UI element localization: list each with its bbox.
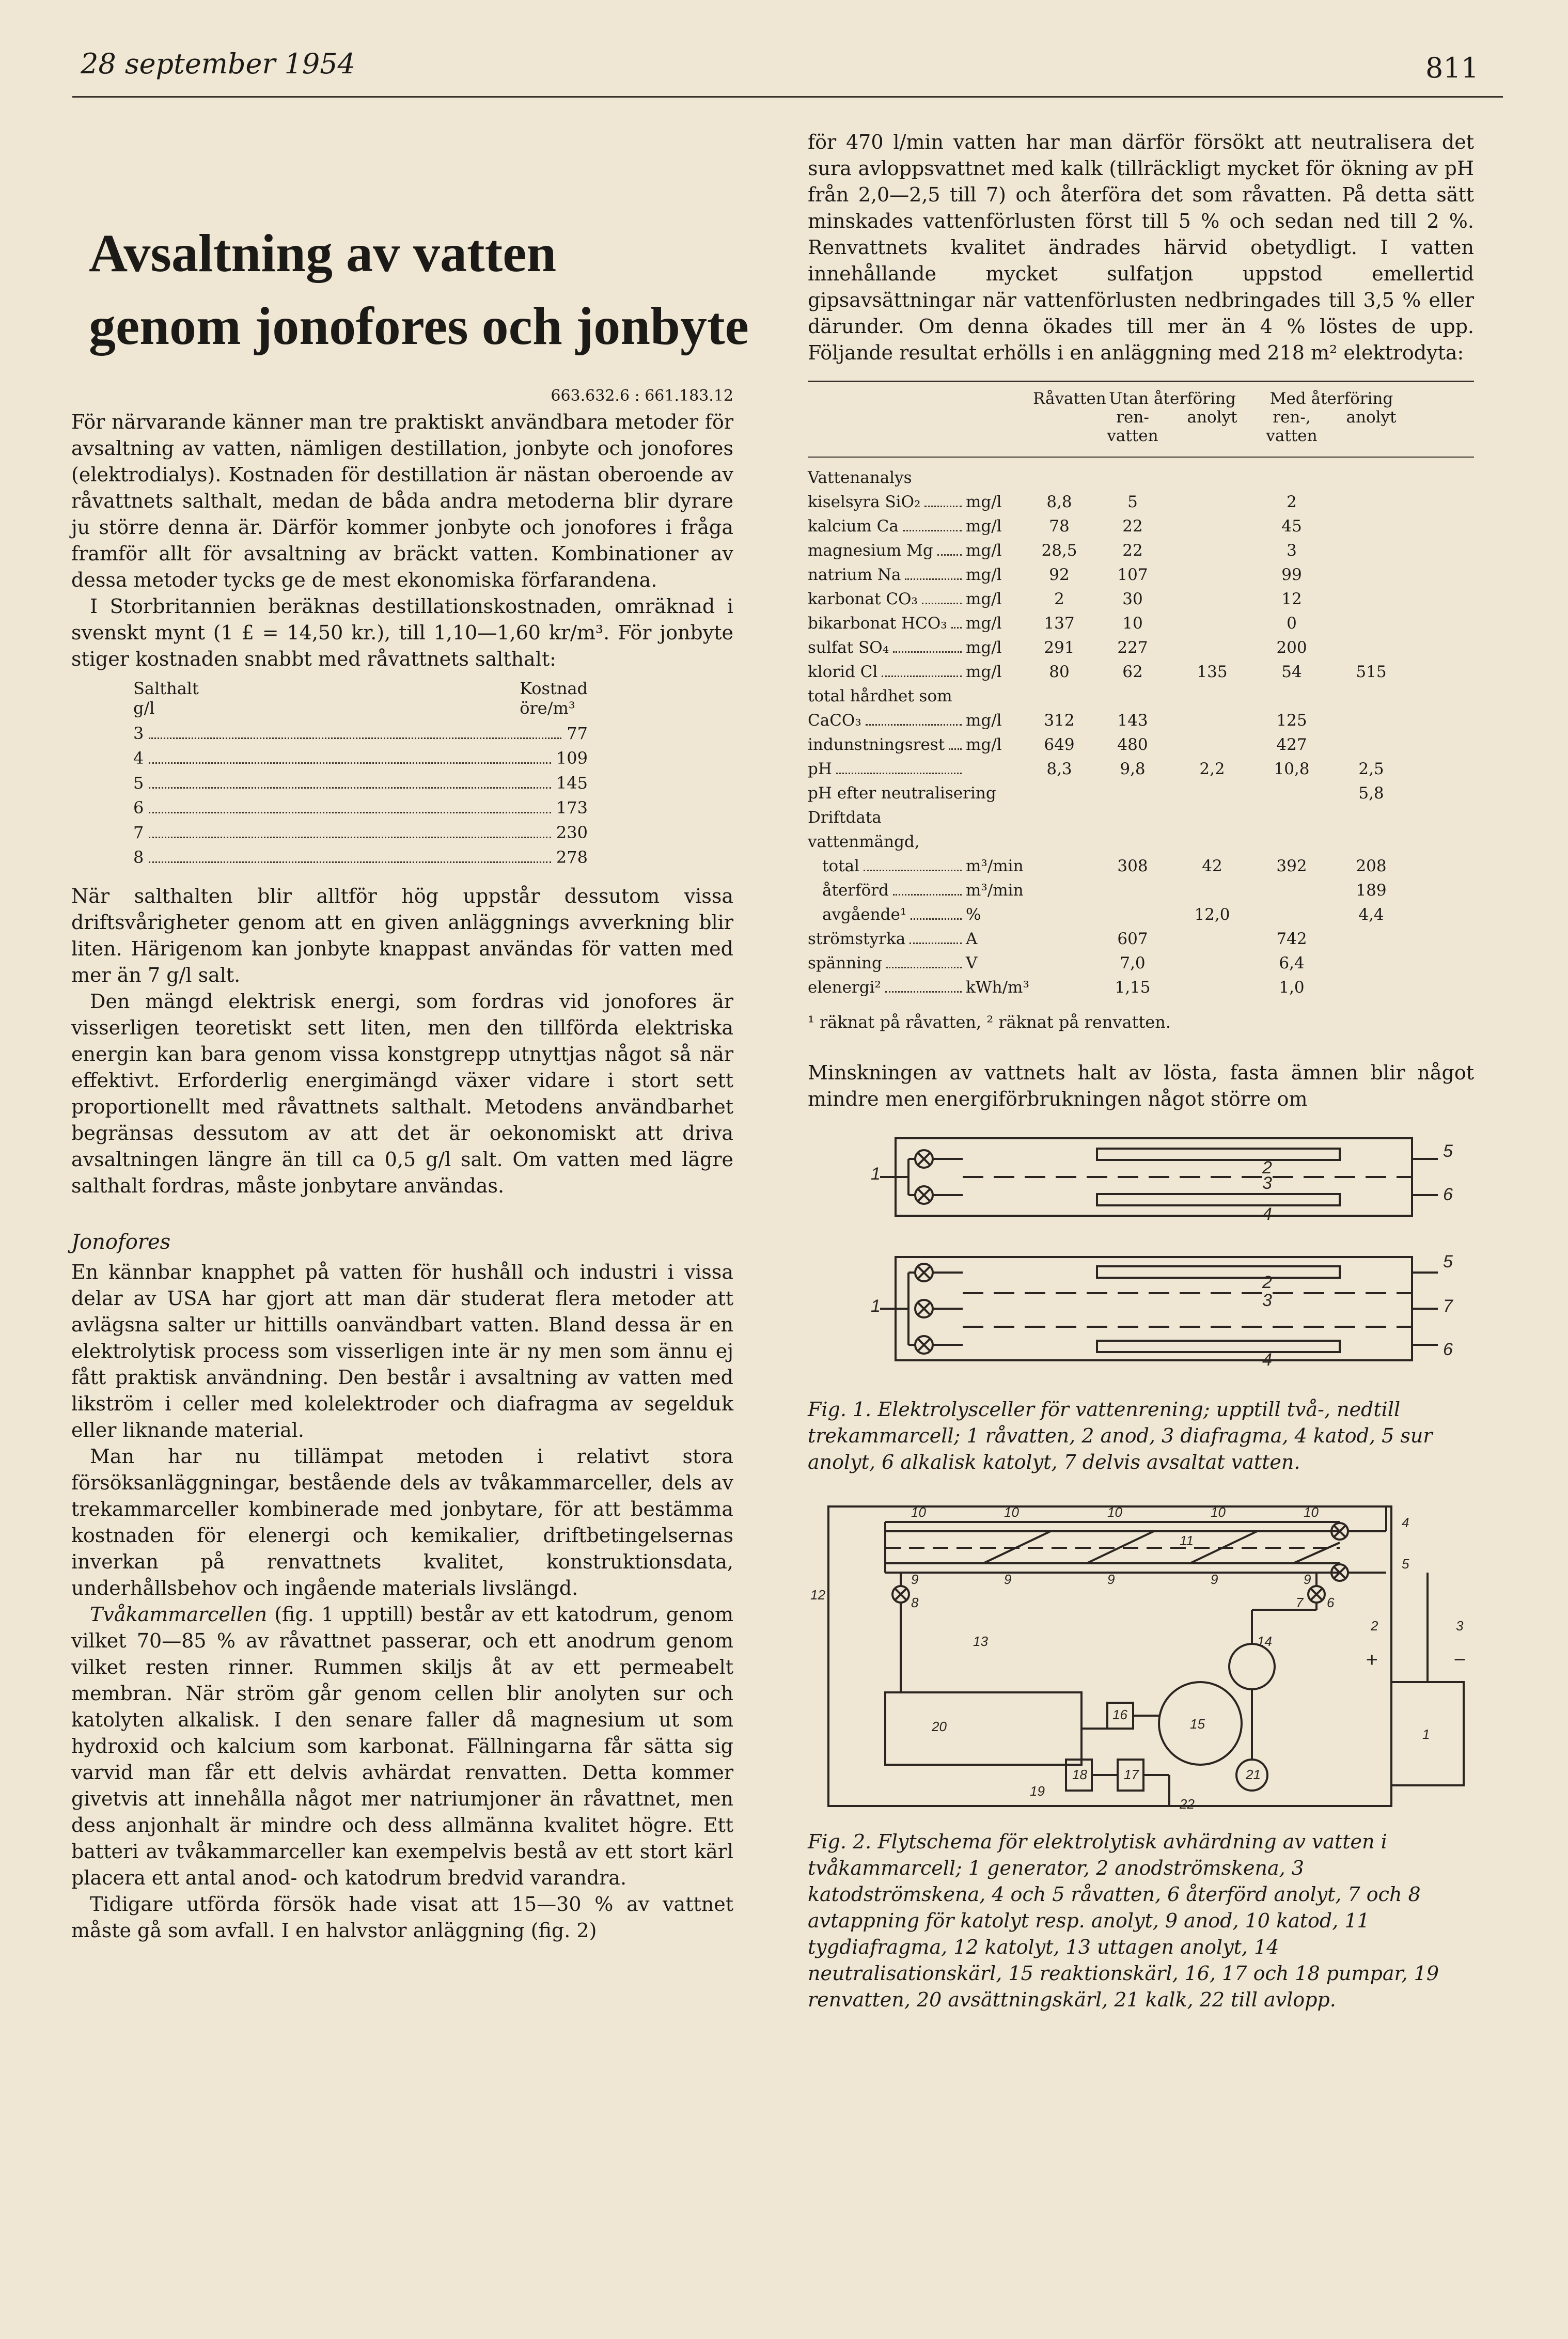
med-renvatten-value: 45 xyxy=(1281,517,1302,536)
header-utan: Utan återföring xyxy=(1109,389,1236,408)
row-unit xyxy=(966,806,1026,830)
results-table-header xyxy=(808,389,1474,458)
row-label: kiselsyra SiO₂ xyxy=(808,493,921,511)
salt-table-row xyxy=(133,746,588,771)
row-label: total xyxy=(822,857,859,875)
row-label: CaCO₃ xyxy=(808,711,861,730)
ravatten-value: 291 xyxy=(1044,638,1075,657)
row-label: bikarbonat HCO₃ xyxy=(808,614,947,633)
fig1-bottom-label-5: 5 xyxy=(1443,1252,1453,1271)
results-table-row xyxy=(808,514,1474,539)
fig2-label-11: 11 xyxy=(1180,1533,1194,1548)
dot-leader xyxy=(905,567,962,580)
row-label: Vattenanalys xyxy=(808,468,912,487)
med-renvatten-value: 12 xyxy=(1281,590,1302,608)
med-renvatten-value: 1,0 xyxy=(1279,978,1305,997)
utan-anolyt-value: 12,0 xyxy=(1194,905,1230,924)
row-unit xyxy=(966,466,1026,490)
fig2-cell-bank xyxy=(885,1522,1386,1603)
intro-paragraph-2: I Storbritannien beräknas destillationskostnaden, omräknad i svenskt mynt (1 £ = 14,50 kr.), till 1,10—1,60 kr/m³. För jonbyte stiger kostnaden snabbt med råvattnets salthalt: xyxy=(71,594,733,670)
figure-2-flowchart xyxy=(808,1496,1474,1816)
utan-renvatten-value: 10 xyxy=(1122,614,1143,633)
right-intro-paragraph: för 470 l/min vatten har man därför försökt att neutralisera det sura avloppsvattnet med kalk (tillräckligt mycket för ökning av pH från 2,0—2,5 till 7) och återföra det som råvatten. På detta sätt minskades vattenförlusten först till 5 % och sedan ned till 2 %. Renvattnets kvalitet ändrades härvid obetydligt. I vatten innehållande mycket sulfatjon uppstod emellertid gipsavsättningar när vattenförlusten nedbringades till 3,5 % eller därunder. Om denna ökades till mer än 4 % löstes de upp. Följande resultat erhölls i en anläggning med 218 m² elektrodyta: xyxy=(808,131,1474,364)
results-table-row xyxy=(808,733,1474,757)
header-med: Med återföring xyxy=(1269,389,1393,408)
results-table-row xyxy=(808,539,1474,563)
jonofores-paragraph-2: Man har nu tillämpat metoden i relativt stora försöksanläggningar, bestående dels av tvåkammarceller, dels av trekammarceller kombinerade med jonbytare, för att bestämma kostnaden för elenergi och kemikalier, driftbetingelsernas inverkan på renvattnets kvalitet, konstruktionsdata, underhållsbehov och ingående materials livslängd. xyxy=(71,1445,733,1599)
results-table-row xyxy=(808,611,1474,636)
fig2-label-9c: 9 xyxy=(1107,1572,1115,1587)
utan-renvatten-value: 30 xyxy=(1122,590,1143,608)
fig2-label-4: 4 xyxy=(1402,1515,1409,1530)
row-unit: mg/l xyxy=(966,541,1002,560)
med-renvatten-value: 200 xyxy=(1276,638,1307,657)
tvakammar-term: Tvåkammarcellen xyxy=(90,1603,268,1626)
title-line-2: genom jonofores och jonbyte xyxy=(89,296,749,356)
row-unit xyxy=(966,757,1026,781)
med-anolyt-value: 4,4 xyxy=(1358,905,1384,924)
figure-2-caption: Fig. 2. Flytschema för elektrolytisk avhärdning av vatten i tvåkammarcell; 1 generator, 2 anodströmskena, 3 katodströmskena, 4 och 5 råvatten, 6 återförd anolyt, 7 och 8 avtappning för katolyt resp. anolyt, 9 anod, 10 katod, 11 tygdiafragma, 12 katolyt, 13 uttagen anolyt, 14 neutralisationskärl, 15 reaktionskärl, 16, 17 och 18 pumpar, 19 renvatten, 20 avsättningskärl, 21 kalk, 22 till avlopp. xyxy=(808,1830,1439,2011)
ravatten-value: 80 xyxy=(1049,663,1070,681)
header-utan-ren: ren- xyxy=(1116,408,1149,427)
dot-leader xyxy=(893,883,962,896)
results-table-top-rule xyxy=(808,381,1474,382)
header-med-ren: ren-, xyxy=(1273,408,1311,427)
med-anolyt-value: 189 xyxy=(1356,881,1387,900)
fig1-top-cathode xyxy=(1097,1194,1340,1205)
dot-leader xyxy=(951,616,962,629)
ravatten-value: 649 xyxy=(1044,735,1075,754)
med-renvatten-value: 427 xyxy=(1276,735,1307,754)
fig2-label-14: 14 xyxy=(1257,1634,1272,1649)
tvakammar-text: (fig. 1 upptill) består av ett katodrum, genom vilket 70—85 % av råvattnet passerar, och ett anodrum genom vilket resten rinner. Rummen skiljs åt av ett permeabelt membran. När ström går genom cellen blir anolyten sur och katolyten alkalisk. I den senare faller då magnesium ut som hydroxid och kalcium som karbonat. Fällningarna får sätta sig varvid man får ett delvis avhärdat renvatten. Detta kommer givetvis att innehålla något mer natriumjoner än råvattnet, men dess anjonhalt är mindre och dess allmänna kvalitet högre. Ett batteri av tvåkammarceller kan exempelvis bestå av ett stort kärl placera ett antal anod- och katodrum bredvid varandra. xyxy=(71,1603,733,1889)
fig2-label-2: 2 xyxy=(1371,1618,1378,1634)
results-table-row xyxy=(808,490,1474,514)
fig2-label-10d: 10 xyxy=(1211,1504,1226,1520)
row-label: total hårdhet som xyxy=(808,687,952,705)
fig2-label-21: 21 xyxy=(1246,1767,1261,1782)
fig2-label-9b: 9 xyxy=(1004,1572,1012,1587)
salt-value: 6 xyxy=(133,797,144,818)
utan-renvatten-value: 62 xyxy=(1122,663,1143,681)
row-unit xyxy=(966,684,1026,709)
utan-anolyt-value: 42 xyxy=(1202,857,1222,875)
dot-leader xyxy=(149,723,561,739)
fig2-label-1: 1 xyxy=(1422,1726,1430,1742)
row-label: kalcium Ca xyxy=(808,517,899,536)
utan-renvatten-value: 22 xyxy=(1122,517,1143,536)
fig2-neutralization-tank xyxy=(1229,1644,1275,1689)
results-table-row xyxy=(808,927,1474,951)
dot-leader xyxy=(924,494,962,507)
utan-renvatten-value: 107 xyxy=(1117,566,1148,584)
ravatten-value: 137 xyxy=(1044,614,1075,633)
row-unit: A xyxy=(966,930,978,948)
after-table-paragraph-1: När salthalten blir alltför hög uppstår dessutom vissa driftsvårigheter genom att en given anläggnings avverkning blir liten. Härigenom kan jonbyte knappast användas för vatten med mer än 7 g/l salt. xyxy=(71,884,733,986)
fig2-label-7: 7 xyxy=(1296,1595,1304,1610)
med-renvatten-value: 10,8 xyxy=(1274,760,1310,778)
results-table-row xyxy=(808,951,1474,976)
row-label: karbonat CO₃ xyxy=(808,590,918,608)
cost-value: 278 xyxy=(556,847,588,867)
header-utan-vatten: vatten xyxy=(1107,427,1158,445)
med-renvatten-value: 2 xyxy=(1287,493,1297,511)
row-label: indunstningsrest xyxy=(808,735,945,754)
med-renvatten-value: 0 xyxy=(1287,614,1297,633)
row-label: strömstyrka xyxy=(808,930,906,948)
row-label: pH efter neutralisering xyxy=(808,784,996,803)
dot-leader xyxy=(903,519,962,531)
fig2-label-13: 13 xyxy=(973,1634,988,1649)
row-label: magnesium Mg xyxy=(808,541,933,560)
fig1-bottom-label-1: 1 xyxy=(871,1296,881,1316)
row-unit xyxy=(966,830,1026,854)
fig2-label-12: 12 xyxy=(810,1587,825,1603)
utan-renvatten-value: 227 xyxy=(1117,638,1148,657)
dot-leader xyxy=(910,931,962,944)
ravatten-value: 8,3 xyxy=(1046,760,1072,778)
dot-leader xyxy=(149,847,551,863)
fig1-bottom-label-4: 4 xyxy=(1262,1350,1272,1370)
fig2-label-19: 19 xyxy=(1030,1783,1045,1799)
fig2-label-16: 16 xyxy=(1112,1707,1127,1722)
fig1-top-label-6: 6 xyxy=(1443,1185,1453,1204)
fig1-top-label-5: 5 xyxy=(1443,1141,1453,1161)
utan-renvatten-value: 308 xyxy=(1117,857,1148,875)
row-label: vattenmängd, xyxy=(808,833,920,851)
tvakammar-paragraph xyxy=(71,1602,733,1891)
row-label: natrium Na xyxy=(808,566,901,584)
row-label: återförd xyxy=(822,881,889,900)
fig2-label-17: 17 xyxy=(1124,1767,1139,1782)
article-title xyxy=(89,217,749,363)
results-table-row xyxy=(808,684,1474,709)
med-anolyt-value: 2,5 xyxy=(1358,760,1384,778)
utan-renvatten-value: 5 xyxy=(1127,493,1138,511)
dot-leader xyxy=(922,591,962,604)
salt-col1-header: Salthalt xyxy=(133,678,199,698)
row-unit: mg/l xyxy=(966,638,1002,657)
fig2-label-10e: 10 xyxy=(1304,1504,1319,1520)
results-table-row xyxy=(808,878,1474,903)
title-line-1: Avsaltning av vatten xyxy=(89,224,557,283)
med-renvatten-value: 125 xyxy=(1276,711,1307,730)
med-renvatten-value: 742 xyxy=(1276,930,1307,948)
row-unit: % xyxy=(966,905,981,924)
cost-value: 145 xyxy=(556,773,588,793)
salt-table-row xyxy=(133,820,588,845)
ravatten-value: 2 xyxy=(1054,590,1064,608)
salt-table-row xyxy=(133,771,588,795)
udc-code: 663.632.6 : 661.183.12 xyxy=(551,386,733,405)
salt-table-header xyxy=(133,679,588,718)
utan-renvatten-value: 480 xyxy=(1117,735,1148,754)
section-heading-jonofores: Jonofores xyxy=(71,1230,171,1254)
fig2-label-10b: 10 xyxy=(1004,1504,1019,1520)
med-renvatten-value: 392 xyxy=(1276,857,1307,875)
salt-table-row xyxy=(133,721,588,746)
results-table-row xyxy=(808,757,1474,781)
dot-leader xyxy=(882,664,962,677)
row-label: spänning xyxy=(808,954,882,972)
fig2-label-plus: + xyxy=(1366,1649,1378,1671)
header-page-number: 811 xyxy=(1425,52,1479,84)
salt-table-row xyxy=(133,845,588,870)
fig2-label-minus: − xyxy=(1453,1649,1466,1671)
fig2-label-6: 6 xyxy=(1327,1595,1335,1610)
row-label: Driftdata xyxy=(808,808,882,827)
row-unit xyxy=(1005,781,1026,806)
cost-value: 77 xyxy=(567,723,588,743)
dot-leader xyxy=(949,737,962,750)
fig1-three-chamber-cell xyxy=(880,1257,1438,1360)
fig1-bottom-label-6: 6 xyxy=(1443,1340,1453,1359)
figure-1-caption: Fig. 1. Elektrolysceller för vattenrening; upptill två-, nedtill trekammarcell; 1 råvatten, 2 anod, 3 diafragma, 4 katod, 5 sur anolyt, 6 alkalisk katolyt, 7 delvis avsaltat vatten. xyxy=(808,1398,1433,1473)
results-table-row xyxy=(808,976,1474,1000)
jonofores-paragraph-3: Tidigare utförda försök hade visat att 15—30 % av vattnet måste gå som avfall. I en halvstor anläggning (fig. 2) xyxy=(71,1892,733,1942)
fig2-label-15: 15 xyxy=(1190,1716,1205,1732)
fig2-label-9a: 9 xyxy=(911,1572,919,1587)
dot-leader xyxy=(836,761,962,774)
row-label: pH xyxy=(808,760,832,778)
utan-renvatten-value: 7,0 xyxy=(1120,954,1146,972)
dot-leader xyxy=(864,858,962,871)
cost-value: 230 xyxy=(556,822,588,842)
figure-1-diagram xyxy=(808,1128,1474,1386)
results-table-row xyxy=(808,830,1474,854)
row-unit: m³/min xyxy=(966,857,1024,875)
results-table-row xyxy=(808,854,1474,878)
dot-leader xyxy=(149,822,551,838)
med-renvatten-value: 54 xyxy=(1281,663,1302,681)
row-unit: mg/l xyxy=(966,566,1002,584)
header-rule xyxy=(72,96,1503,98)
cost-value: 109 xyxy=(556,748,588,768)
dot-leader xyxy=(911,907,962,920)
left-column xyxy=(71,129,749,1944)
fig2-label-3: 3 xyxy=(1456,1618,1464,1634)
med-renvatten-value: 6,4 xyxy=(1279,954,1305,972)
utan-anolyt-value: 2,2 xyxy=(1199,760,1225,778)
utan-anolyt-value: 135 xyxy=(1197,663,1228,681)
dot-leader xyxy=(149,773,551,789)
fig1-bottom-cell-box xyxy=(896,1257,1412,1360)
after-table-paragraph-2: Den mängd elektrisk energi, som fordras vid jonofores är visserligen teoretiskt sett liten, men den tillförda elektriska energin kan bara genom vissa konstgrepp utnyttjas något så när effektivt. Erforderlig energimängd växer vidare i stort sett proportionellt med råvattnets salthalt. Metodens användbarhet begränsas dessutom av att det är oekonomiskt att driva avsaltningen längre än till ca 0,5 g/l salt. Om vatten med lägre salthalt fordras, måste jonbytare användas. xyxy=(71,990,733,1197)
utan-renvatten-value: 143 xyxy=(1117,711,1148,730)
row-unit: mg/l xyxy=(966,517,1002,536)
salt-col1-unit: g/l xyxy=(133,698,155,718)
fig1-top-label-1: 1 xyxy=(871,1164,881,1184)
fig2-label-18: 18 xyxy=(1072,1767,1087,1782)
row-unit: m³/min xyxy=(966,881,1024,900)
med-anolyt-value: 515 xyxy=(1356,663,1387,681)
fig2-label-8: 8 xyxy=(911,1595,919,1610)
row-unit: mg/l xyxy=(966,735,1002,754)
salt-table-row xyxy=(133,795,588,820)
ravatten-value: 28,5 xyxy=(1041,541,1077,560)
header-med-anolyt: anolyt xyxy=(1346,408,1397,427)
results-table-row xyxy=(808,806,1474,830)
results-table-row xyxy=(808,903,1474,927)
fig1-bottom-label-3: 3 xyxy=(1262,1291,1272,1310)
row-unit: mg/l xyxy=(966,590,1002,608)
fig2-label-10c: 10 xyxy=(1107,1504,1122,1520)
row-unit: mg/l xyxy=(966,711,1002,730)
dot-leader xyxy=(886,955,962,968)
row-unit: kWh/m³ xyxy=(966,978,1029,997)
fig2-label-20: 20 xyxy=(932,1719,947,1734)
results-table-row xyxy=(808,587,1474,611)
utan-renvatten-value: 9,8 xyxy=(1120,760,1146,778)
fig1-top-label-2: 2 xyxy=(1262,1158,1272,1178)
salt-value: 7 xyxy=(133,822,144,842)
fig2-label-10a: 10 xyxy=(911,1504,926,1520)
utan-renvatten-value: 22 xyxy=(1122,541,1143,560)
utan-renvatten-value: 607 xyxy=(1117,930,1148,948)
row-unit: mg/l xyxy=(966,663,1002,681)
ravatten-value: 312 xyxy=(1044,711,1075,730)
cost-value: 173 xyxy=(556,797,588,818)
ravatten-value: 92 xyxy=(1049,566,1070,584)
row-label: avgående¹ xyxy=(822,905,907,924)
ravatten-value: 78 xyxy=(1049,517,1070,536)
row-label: sulfat SO₄ xyxy=(808,638,889,657)
med-renvatten-value: 99 xyxy=(1281,566,1302,584)
row-unit: V xyxy=(966,954,978,972)
header-date: 28 september 1954 xyxy=(81,48,355,80)
results-table-row xyxy=(808,563,1474,587)
fig2-label-5: 5 xyxy=(1402,1556,1409,1572)
header-med-vatten: vatten xyxy=(1266,427,1318,445)
med-renvatten-value: 3 xyxy=(1287,541,1297,560)
fig1-top-label-4: 4 xyxy=(1262,1204,1272,1224)
med-anolyt-value: 5,8 xyxy=(1358,784,1384,803)
results-table-row xyxy=(808,466,1474,490)
dot-leader xyxy=(937,543,962,556)
results-footnote: ¹ räknat på råvatten, ² räknat på renvatten. xyxy=(808,1012,1171,1032)
salt-value: 4 xyxy=(133,748,144,768)
fig1-bottom-label-7: 7 xyxy=(1443,1296,1453,1316)
salt-value: 8 xyxy=(133,847,144,867)
fig1-top-label-3: 3 xyxy=(1262,1173,1272,1193)
jonofores-paragraph-1: En kännbar knapphet på vatten för hushåll och industri i vissa delar av USA har gjort att man där studerat flera metoder att avlägsna salter ur hittills oanvändbart vatten. Bland dessa är en elektrolytisk process som visserligen inte är ny men som ännu ej fått praktisk användning. Den består i avsaltning av vatten med likström i celler med kolelektroder och diafragma av segelduk eller liknande material. xyxy=(71,1260,733,1441)
salt-col2-header: Kostnad xyxy=(520,678,588,698)
results-table-row xyxy=(808,709,1474,733)
salt-value: 3 xyxy=(133,723,144,743)
fig1-top-anode xyxy=(1097,1149,1340,1160)
right-column xyxy=(808,129,1474,2013)
fig2-label-9e: 9 xyxy=(1304,1572,1311,1587)
summary-paragraph: Minskningen av vattnets halt av lösta, fasta ämnen blir något mindre men energiförbrukningen något större om xyxy=(808,1061,1474,1110)
ravatten-value: 8,8 xyxy=(1046,493,1072,511)
fig1-bottom-label-2: 2 xyxy=(1262,1273,1272,1292)
fig2-label-22: 22 xyxy=(1180,1796,1195,1812)
results-table xyxy=(808,381,1474,1032)
row-unit: mg/l xyxy=(966,614,1002,633)
results-table-row xyxy=(808,660,1474,684)
salt-col2-unit: öre/m³ xyxy=(520,698,575,718)
med-anolyt-value: 208 xyxy=(1356,857,1387,875)
results-table-row xyxy=(808,636,1474,660)
dot-leader xyxy=(149,797,551,813)
dot-leader xyxy=(885,980,962,993)
fig1-two-chamber-cell xyxy=(880,1138,1438,1216)
dot-leader xyxy=(866,713,962,726)
dot-leader xyxy=(149,748,551,764)
header-ravatten: Råvatten xyxy=(1033,389,1106,408)
utan-renvatten-value: 1,15 xyxy=(1115,978,1151,997)
results-table-row xyxy=(808,781,1474,806)
salt-value: 5 xyxy=(133,773,144,793)
intro-paragraph-1: För närvarande känner man tre praktiskt användbara metoder för avsaltning av vatten, nämligen destillation, jonbyte och jonofores (elektrodialys). Kostnaden för destillation är nästan oberoende av råvattnets salthalt, medan de båda andra metoderna blir dyrare ju större denna är. Därför kommer jonbyte och jonofores i fråga framför allt för avsaltning av bräckt vatten. Kombinationer av dessa metoder tycks ge de mest ekonomiska förfarandena. xyxy=(71,410,733,591)
row-label: elenergi² xyxy=(808,978,881,997)
salt-cost-table xyxy=(133,679,588,870)
fig2-label-9d: 9 xyxy=(1211,1572,1218,1587)
row-label: klorid Cl xyxy=(808,663,878,681)
header-utan-anolyt: anolyt xyxy=(1187,408,1237,427)
dot-leader xyxy=(893,640,962,653)
row-unit: mg/l xyxy=(966,493,1002,511)
fig2-settling-tank xyxy=(885,1692,1081,1765)
